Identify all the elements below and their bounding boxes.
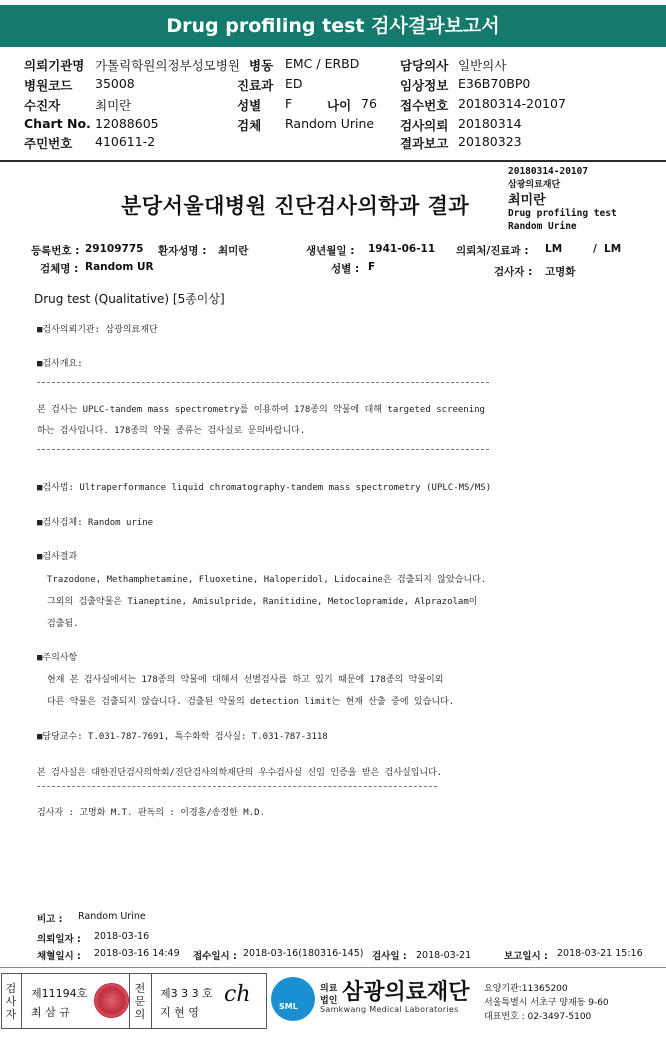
label-department: 진료과	[237, 78, 274, 93]
label-test-date: 검사일 :	[372, 951, 407, 962]
result-line-3: 검출됨.	[47, 619, 79, 629]
divider	[37, 449, 489, 450]
label-ward: 병동	[249, 58, 274, 73]
label-resident-no: 주민번호	[24, 136, 73, 151]
label-patient-sex: 성별 :	[331, 263, 360, 275]
label-reg-no: 등록번호 :	[31, 245, 80, 257]
label-receipt: 20180314-20107	[508, 166, 589, 177]
section-contact: ■담당교수: T.031-787-7691, 특수화학 검사실: T.031-787-3118	[37, 732, 328, 742]
label-urine: Random Urine	[508, 221, 577, 232]
handwritten-signature: ch	[224, 982, 251, 1007]
divider	[37, 382, 489, 383]
logo-icon: SML	[271, 977, 315, 1021]
label-request-date: 의뢰일자 :	[37, 934, 81, 945]
label-age: 나이	[327, 98, 352, 113]
value-result-report: 20180323	[458, 134, 522, 149]
value-institution: 가톨릭학원의정부성모병원	[95, 58, 240, 73]
label-dob: 생년월일 :	[306, 245, 355, 257]
label-request: 검사의뢰	[400, 118, 449, 133]
report-banner: Drug profiling test 검사결과보고서	[0, 5, 666, 47]
label-institution: 의뢰기관명	[24, 58, 85, 73]
value-note: Random Urine	[78, 911, 146, 922]
box-divider	[151, 973, 152, 1029]
label-tester: 검사자 :	[494, 266, 533, 278]
notice-line-2: 다른 약물은 검출되지 않습니다. 검출된 약물의 detection limit는 현재 산출 중에 있습니다.	[47, 697, 455, 707]
value-request-date: 2018-03-16	[94, 931, 150, 942]
signature-line: 검사자 : 고명화 M.T. 판독의 : 이경훈/송정한 M.D.	[37, 808, 265, 818]
value-reg-no: 29109775	[85, 243, 144, 255]
value-patient-name: 최미란	[218, 245, 249, 257]
label-org: 삼광의료재단	[508, 180, 561, 190]
value-dob: 1941-06-11	[368, 243, 436, 255]
org-name: 삼광의료재단	[342, 980, 470, 1005]
label-test: Drug profiling test	[508, 208, 617, 219]
value-age: 76	[361, 96, 377, 111]
label-specimen: 검체	[237, 118, 262, 133]
value-department: ED	[285, 76, 303, 91]
value-receipt-time: 2018-03-16(180316-145)	[243, 948, 364, 959]
label-dept: 의뢰처/진료과 :	[456, 245, 529, 257]
header-separator	[0, 160, 666, 162]
value-hospital-code: 35008	[95, 76, 135, 91]
signer-1: 최 삼 규	[31, 1006, 70, 1019]
value-clinical-info: E36B70BP0	[458, 76, 531, 91]
section-overview: ■검사개요:	[37, 359, 83, 369]
label-name: 최미란	[508, 193, 546, 208]
value-patient-sex: F	[368, 261, 376, 273]
value-patient: 최미란	[95, 98, 132, 113]
section-method: ■검사법: Ultraperformance liquid chromatography-tandem mass spectrometry (UPLC-MS/MS)	[37, 483, 492, 493]
value-request: 20180314	[458, 116, 522, 131]
section-institution: ■검사의뢰기관: 삼광의료재단	[37, 325, 158, 335]
org-address: 서울특별시 서초구 양재동 9-60	[484, 998, 609, 1008]
section-result: ■검사결과	[37, 552, 78, 562]
result-line-2: 그외의 검출약물은 Tianeptine, Amisulpride, Ranitidine, Metoclopramide, Alprazolam이	[47, 597, 478, 607]
value-collection: 2018-03-16 14:49	[94, 948, 180, 959]
report-title: 분당서울대병원 진단검사의학과 결과	[121, 194, 470, 218]
license-2: 제3 3 3 호	[160, 987, 213, 1000]
corp-1: 의료	[320, 984, 338, 994]
label-sex: 성별	[237, 98, 262, 113]
org-code: 요양기관:11365200	[484, 984, 568, 994]
label-clinical-info: 임상정보	[400, 78, 449, 93]
label-tester-vertical: 검 사 자	[5, 982, 17, 1021]
label-patient-name: 환자성명 :	[158, 245, 207, 257]
overview-line-1: 본 검사는 UPLC-tandem mass spectrometry를 이용하여 178종의 약물에 대해 targeted screening	[37, 405, 485, 415]
value-report-time: 2018-03-21 15:16	[557, 948, 643, 959]
label-note: 비고 :	[37, 914, 63, 925]
section-notice: ■주의사항	[37, 653, 78, 663]
label-receipt-no: 접수번호	[400, 98, 449, 113]
label-doctor: 담당의사	[400, 58, 449, 73]
value-test-date: 2018-03-21	[416, 950, 472, 961]
label-patient: 수진자	[24, 98, 61, 113]
value-sex: F	[285, 96, 293, 111]
divider	[37, 786, 437, 787]
org-phone: 대표번호 : 02-3497-5100	[484, 1012, 592, 1022]
value-tester: 고명화	[545, 266, 576, 278]
value-chart-no: 12088605	[95, 116, 159, 131]
value-dept-2: LM	[604, 243, 622, 255]
value-dept-1: LM	[545, 243, 563, 255]
notice-line-1: 현재 본 검사실에서는 178종의 약물에 대해서 선별검사를 하고 있기 때문에 178종의 약물이외	[47, 675, 444, 685]
footer-separator	[0, 967, 666, 968]
label-chart-no: Chart No.	[24, 116, 91, 131]
label-receipt-time: 접수일시 :	[193, 951, 237, 962]
label-specimen-name: 검체명 :	[40, 263, 79, 275]
value-specimen-name: Random UR	[85, 261, 154, 273]
result-line-1: Trazodone, Methamphetamine, Fluoxetine, Haloperidol, Lidocaine은 검출되지 않았습니다.	[47, 575, 487, 585]
value-resident-no: 410611-2	[95, 134, 156, 149]
value-ward: EMC / ERBD	[285, 56, 360, 71]
box-divider	[21, 973, 22, 1029]
certification: 본 검사실은 대한진단검사의학회/진단검사의학재단의 우수검사실 신임 인증을 받은 검사실입니다.	[37, 768, 443, 778]
label-report-time: 보고일시 :	[504, 951, 548, 962]
license-1: 제11194호	[31, 987, 88, 1000]
signer-2: 지 현 영	[160, 1006, 199, 1019]
dept-separator: /	[593, 243, 597, 255]
label-result-report: 결과보고	[400, 136, 449, 151]
seal-stamp	[94, 983, 129, 1018]
box-divider	[129, 973, 130, 1029]
overview-line-2: 하는 검사입니다. 178종의 약물 종류는 검사실로 문의바랍니다.	[37, 426, 306, 436]
label-hospital-code: 병원코드	[24, 78, 73, 93]
test-title: Drug test (Qualitative) [5종이상]	[34, 292, 225, 306]
corp-2: 법인	[320, 996, 338, 1006]
org-english: Samkwang Medical Laboratories	[320, 1005, 459, 1014]
value-specimen: Random Urine	[285, 116, 375, 131]
section-specimen: ■검사검체: Random urine	[37, 518, 154, 528]
value-receipt-no: 20180314-20107	[458, 96, 566, 111]
label-collection: 채혈일시 :	[37, 951, 81, 962]
value-doctor: 일반의사	[458, 58, 507, 73]
label-specialist-vertical: 전 문 의	[134, 982, 146, 1021]
